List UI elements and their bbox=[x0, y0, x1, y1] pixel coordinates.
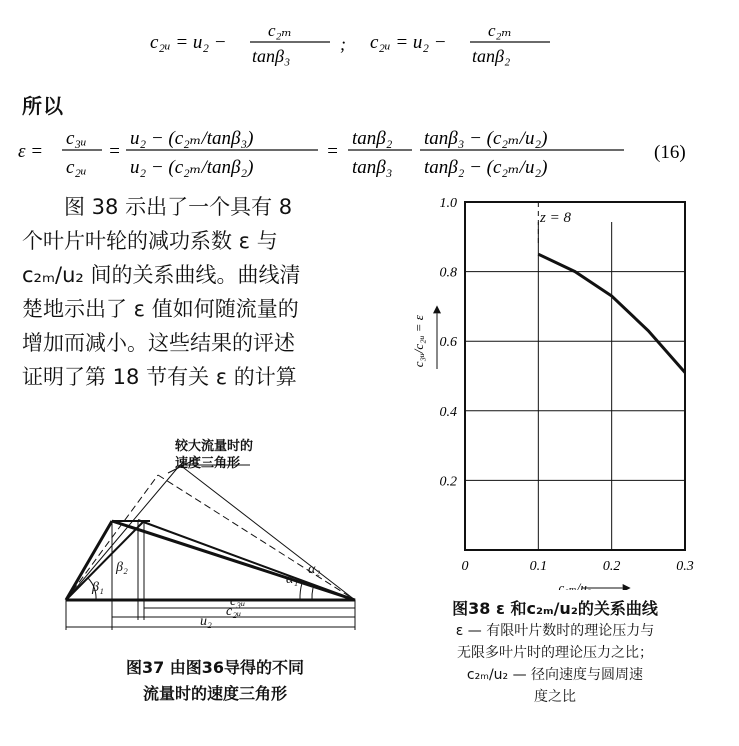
svg-text:tanβ₂: tanβ₂ bbox=[472, 46, 511, 66]
paragraph-line: 个叶片叶轮的减功系数 ε 与 bbox=[22, 229, 278, 253]
label-c2u: c₂ᵤ bbox=[226, 604, 242, 619]
svg-text:c₂ᵤ: c₂ᵤ bbox=[66, 157, 87, 178]
fig38-caption-line2: ε — 有限叶片数时的理论压力与 bbox=[455, 623, 655, 639]
equation-number: (16) bbox=[654, 142, 686, 163]
svg-text:c₃ᵤ: c₃ᵤ bbox=[66, 128, 87, 149]
equation-c2u-beta2-svg bbox=[370, 18, 590, 68]
c-vector-2 bbox=[138, 520, 355, 600]
c-vector bbox=[112, 521, 355, 600]
fig37-annotation-line1: 较大流量时的 bbox=[175, 439, 254, 454]
fig37-caption bbox=[70, 655, 360, 707]
fig37-annotation-line2: 速度三角形 bbox=[175, 456, 241, 471]
x-tick-label: 0.3 bbox=[676, 559, 694, 574]
label-u2: u₂ bbox=[200, 614, 212, 629]
paragraph-line: 图 38 示出了一个具有 8 bbox=[64, 195, 293, 219]
equation-c2u-beta3-svg bbox=[150, 18, 385, 68]
x-tick-label: 0.2 bbox=[602, 559, 621, 574]
svg-text:tanβ₃ − (c₂ₘ/u₂): tanβ₃ − (c₂ₘ/u₂) bbox=[424, 128, 548, 149]
epsilon-chart bbox=[400, 190, 720, 590]
svg-text:c₂ₘ: c₂ₘ bbox=[488, 21, 512, 40]
large-flow-c bbox=[180, 465, 355, 600]
svg-text:tanβ₃: tanβ₃ bbox=[352, 157, 393, 178]
y-tick-label: 0.8 bbox=[439, 265, 457, 281]
y-tick-label: 0.4 bbox=[439, 404, 457, 420]
fig37-caption-line1: 图37 由图36导得的不同 bbox=[125, 658, 305, 677]
x-tick-label: 0.1 bbox=[529, 559, 548, 574]
svg-text:c₂ᵤ = u₂ −: c₂ᵤ = u₂ − bbox=[370, 32, 447, 53]
paragraph-line: 证明了第 18 节有关 ε 的计算 bbox=[22, 365, 297, 389]
z-label: z = 8 bbox=[540, 210, 571, 226]
svg-text:ε =: ε = bbox=[18, 141, 44, 162]
label-beta2: β₂ bbox=[116, 560, 128, 575]
figure-38 bbox=[400, 190, 720, 594]
fig37-caption-line2: 流量时的速度三角形 bbox=[142, 684, 287, 703]
svg-text:=: = bbox=[326, 141, 339, 162]
y-tick-label: 1.0 bbox=[439, 196, 457, 211]
y-tick-label: 0.6 bbox=[439, 335, 457, 351]
svg-text:tanβ₂: tanβ₂ bbox=[352, 128, 393, 149]
fig38-caption-line3: 无限多叶片时的理论压力之比； bbox=[457, 645, 653, 661]
therefore-label: 所以 bbox=[22, 94, 64, 118]
svg-text:tanβ₃: tanβ₃ bbox=[252, 46, 291, 66]
fig38-caption-line1: 图38 ε 和c₂ₘ/u₂的关系曲线 bbox=[452, 599, 658, 618]
paragraph-line: 增加而减小。这些结果的评述 bbox=[22, 331, 295, 355]
label-c3u: c₃ᵤ bbox=[230, 594, 246, 609]
y-axis-label: c₃ᵤ/c₂ᵤ = ε bbox=[411, 315, 426, 368]
x-axis-label: c₂ₘ/u₂ bbox=[558, 580, 592, 590]
label-beta1: β₁ bbox=[92, 580, 104, 595]
body-paragraph bbox=[22, 190, 301, 394]
equation-c2u-beta2 bbox=[370, 18, 590, 74]
equation-c2u-beta3 bbox=[150, 18, 385, 74]
equation-epsilon bbox=[18, 118, 728, 188]
fig38-caption-line4: c₂ₘ/u₂ — 径向速度与圆周速 bbox=[466, 667, 644, 683]
label-alpha1: α₁ bbox=[286, 572, 299, 587]
plot-frame bbox=[465, 202, 685, 550]
svg-text:;: ; bbox=[340, 34, 346, 54]
svg-text:u₂ − (c₂ₘ/tanβ₂): u₂ − (c₂ₘ/tanβ₂) bbox=[130, 157, 254, 178]
fig38-caption bbox=[405, 598, 705, 708]
figure-37 bbox=[50, 445, 380, 639]
svg-text:c₂ₘ: c₂ₘ bbox=[268, 21, 292, 40]
y-tick-label: 0.2 bbox=[439, 474, 457, 490]
svg-text:u₂ − (c₂ₘ/tanβ₃): u₂ − (c₂ₘ/tanβ₃) bbox=[130, 128, 254, 149]
equation-epsilon-svg bbox=[18, 118, 728, 184]
y-axis-arrowhead bbox=[433, 305, 441, 313]
paragraph-line: c₂ₘ/u₂ 间的关系曲线。曲线清 bbox=[22, 263, 301, 287]
fig38-caption-line5: 度之比 bbox=[534, 689, 576, 705]
x-tick-label: 0 bbox=[461, 559, 469, 574]
large-flow-w bbox=[66, 465, 180, 600]
svg-text:=: = bbox=[108, 141, 121, 162]
fig37-annotation bbox=[175, 438, 253, 472]
label-alpha2: α₂ bbox=[308, 562, 321, 577]
paragraph-line: 楚地示出了 ε 值如何随流量的 bbox=[22, 297, 299, 321]
velocity-triangle-diagram bbox=[50, 445, 380, 635]
x-axis-arrowhead bbox=[623, 584, 631, 590]
svg-text:c₂ᵤ = u₂ −: c₂ᵤ = u₂ − bbox=[150, 32, 227, 53]
svg-text:tanβ₂ − (c₂ₘ/u₂): tanβ₂ − (c₂ₘ/u₂) bbox=[424, 157, 548, 178]
